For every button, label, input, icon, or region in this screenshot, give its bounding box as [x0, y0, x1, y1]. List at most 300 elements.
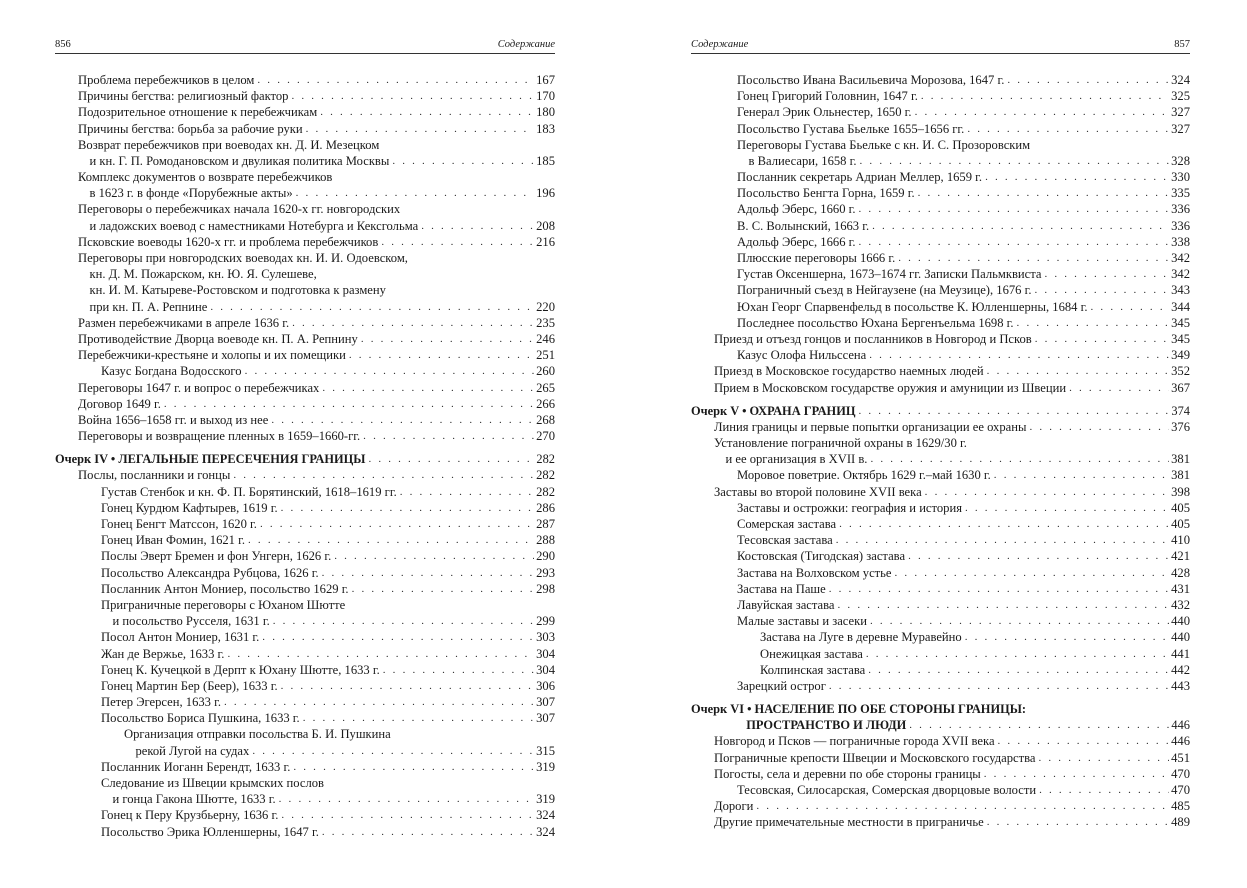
toc-entry-title: и гонца Гакона Шютте, 1633 г.	[112, 792, 276, 807]
dot-leader	[756, 798, 1169, 814]
dot-leader	[303, 710, 534, 726]
toc-entry	[691, 363, 1190, 379]
left-page	[0, 0, 623, 888]
toc-entry	[691, 202, 1190, 218]
toc-entry-title: Адольф Эберс, 1666 г.	[737, 234, 856, 249]
dot-leader	[866, 646, 1169, 662]
toc-entry-page: 343	[1171, 283, 1190, 298]
toc-entry-title: Погосты, села и деревни по обе стороны границы	[714, 766, 981, 781]
toc-entry-title: Тесовская застава	[737, 533, 833, 548]
toc-entry-page: 328	[1171, 153, 1190, 168]
toc-entry-title: Приграничные переговоры с Юханом Шютте	[101, 597, 346, 612]
toc-entry-title: Очерк VI • НАСЕЛЕНИЕ ПО ОБЕ СТОРОНЫ ГРАНИЦЫ:	[691, 702, 1027, 717]
toc-entry-page: 270	[536, 429, 555, 444]
toc-entry-page: 325	[1171, 89, 1190, 104]
toc-entry	[55, 500, 555, 516]
toc-entry	[55, 380, 555, 396]
dot-leader	[1044, 266, 1169, 282]
toc-entry-title: Моровое поветрие. Октябрь 1629 г.–май 1630 г.	[737, 468, 991, 483]
dot-leader	[870, 613, 1169, 629]
toc-entry-title: Пограничный съезд в Нейгаузене (на Меузице), 1676 г.	[737, 283, 1032, 298]
toc-entry-title: Война 1656–1658 гг. и выход из нее	[78, 412, 269, 427]
dot-leader	[1029, 419, 1169, 435]
toc-entry	[55, 548, 555, 564]
toc-entry-page: 374	[1171, 403, 1190, 418]
toc-entry-title: и посольство Русселя, 1631 г.	[112, 614, 270, 629]
toc-entry-title: Посольство Бенгта Горна, 1659 г.	[737, 186, 915, 201]
toc-entry-title: Организация отправки посольства Б. И. Пушкина	[124, 727, 391, 742]
dot-leader	[925, 484, 1169, 500]
toc-entry-page: 381	[1171, 452, 1190, 467]
toc-entry-title: Густав Оксеншерна, 1673–1674 гг. Записки Пальмквиста	[737, 267, 1042, 282]
table-of-contents	[691, 72, 1190, 831]
dot-leader	[210, 299, 534, 315]
dot-leader	[320, 104, 534, 120]
toc-entry-page: 235	[536, 315, 555, 330]
toc-entry-title: Посольство Александра Рубцова, 1626 г.	[101, 565, 319, 580]
toc-entry-title: кн. И. М. Катыреве-Ростовском и подготовка к размену	[89, 283, 386, 298]
toc-entry-page: 345	[1171, 331, 1190, 346]
toc-entry	[691, 104, 1190, 120]
toc-entry-title: Посольство Эрика Юлленшерны, 1647 г.	[101, 824, 319, 839]
toc-entry-page: 485	[1171, 799, 1190, 814]
toc-entry	[55, 532, 555, 548]
toc-entry-title: Пограничные крепости Швеции и Московского государства	[714, 750, 1036, 765]
dot-leader	[252, 743, 534, 759]
toc-entry	[55, 169, 555, 185]
toc-entry-title: Гонец Курдюм Кафтырев, 1619 г.	[101, 500, 278, 515]
toc-entry	[55, 759, 555, 775]
toc-entry-page: 268	[536, 412, 555, 427]
toc-entry	[55, 613, 555, 629]
toc-entry-page: 282	[536, 468, 555, 483]
dot-leader	[392, 153, 534, 169]
toc-entry-page: 307	[536, 695, 555, 710]
toc-entry-page: 431	[1171, 581, 1190, 596]
toc-entry-title: Гонец Григорий Головнин, 1647 г.	[737, 89, 918, 104]
dot-leader	[1035, 331, 1169, 347]
toc-entry-page: 306	[536, 678, 555, 693]
toc-entry	[691, 250, 1190, 266]
toc-entry-page: 315	[536, 743, 555, 758]
toc-entry	[691, 484, 1190, 500]
toc-entry-title: Послы Эверт Бремен и фон Унгерн, 1626 г.	[101, 549, 332, 564]
dot-leader	[383, 662, 534, 678]
toc-entry-title: Проблема перебежчиков в целом	[78, 72, 255, 87]
toc-entry	[691, 72, 1190, 88]
toc-entry	[55, 363, 555, 379]
toc-entry-page: 298	[536, 581, 555, 596]
toc-entry-page: 405	[1171, 517, 1190, 532]
dot-leader	[273, 613, 534, 629]
toc-entry	[55, 468, 555, 484]
toc-entry-page: 260	[536, 364, 555, 379]
toc-entry-page: 196	[536, 186, 555, 201]
dot-leader	[836, 532, 1169, 548]
dot-leader	[909, 717, 1169, 733]
dot-leader	[869, 347, 1169, 363]
dot-leader	[967, 121, 1169, 137]
toc-entry	[55, 581, 555, 597]
toc-entry-title: Дороги	[714, 799, 754, 814]
toc-entry-title: ПРОСТРАНСТВО И ЛЮДИ	[746, 718, 907, 733]
toc-entry-page: 428	[1171, 565, 1190, 580]
dot-leader	[838, 597, 1170, 613]
dot-leader	[987, 814, 1169, 830]
dot-leader	[859, 201, 1170, 217]
toc-entry-title: Последнее посольство Юхана Бергенъельма 1698 г.	[737, 315, 1014, 330]
dot-leader	[860, 153, 1170, 169]
toc-entry-page: 442	[1171, 662, 1190, 677]
toc-entry-title: Плюсские переговоры 1666 г.	[737, 251, 896, 266]
toc-entry-page: 220	[536, 299, 555, 314]
toc-entry	[691, 548, 1190, 564]
toc-entry-title: и кн. Г. П. Ромодановском и двуликая политика Москвы	[89, 153, 390, 168]
toc-entry-page: 293	[536, 565, 555, 580]
toc-entry	[55, 88, 555, 104]
toc-entry-page: 470	[1171, 766, 1190, 781]
toc-entry-title: Переговоры при новгородских воеводах кн. И. И. Одоевском,	[78, 251, 408, 266]
toc-entry-page: 246	[536, 331, 555, 346]
toc-entry	[691, 613, 1190, 629]
toc-entry-title: Адольф Эберс, 1660 г.	[737, 202, 856, 217]
toc-entry-title: Причины бегства: религиозный фактор	[78, 89, 289, 104]
toc-entry-title: Гонец Мартин Бер (Беер), 1633 г.	[101, 678, 278, 693]
toc-entry-title: Онежицкая застава	[760, 646, 863, 661]
toc-entry-title: и ее организация в XVII в.	[725, 452, 868, 467]
toc-entry-page: 342	[1171, 251, 1190, 266]
page-number: 857	[1174, 39, 1190, 50]
toc-entry	[691, 646, 1190, 662]
toc-entry-title: Переговоры о перебежчиках начала 1620-х гг. новгородских	[78, 202, 401, 217]
dot-leader	[164, 396, 534, 412]
toc-entry	[55, 727, 555, 743]
toc-entry	[691, 153, 1190, 169]
dot-leader	[322, 380, 534, 396]
dot-leader	[898, 250, 1169, 266]
toc-entry	[55, 565, 555, 581]
toc-entry	[55, 185, 555, 201]
toc-entry	[55, 807, 555, 823]
toc-entry-title: Размен перебежчиками в апреле 1636 г.	[78, 315, 290, 330]
toc-entry	[55, 250, 555, 266]
toc-entry	[55, 629, 555, 645]
dot-leader	[858, 403, 1169, 419]
toc-entry-page: 446	[1171, 734, 1190, 749]
dot-leader	[872, 218, 1169, 234]
toc-entry-title: Прием в Московском государстве оружия и амуниции из Швеции	[714, 380, 1067, 395]
toc-entry-page: 338	[1171, 234, 1190, 249]
chapter-heading	[55, 451, 555, 467]
toc-entry-title: рекой Лугой на судах	[135, 743, 250, 758]
toc-entry-page: 344	[1171, 299, 1190, 314]
toc-entry	[691, 662, 1190, 678]
toc-entry-title: Очерк IV • ЛЕГАЛЬНЫЕ ПЕРЕСЕЧЕНИЯ ГРАНИЦЫ	[55, 452, 366, 467]
toc-entry-title: Заставы и острожки: география и история	[737, 500, 962, 515]
toc-entry-title: Застава на Луге в деревне Муравейно	[760, 630, 962, 645]
dot-leader	[245, 363, 535, 379]
toc-entry-title: Установление пограничной охраны в 1629/30 г.	[714, 436, 967, 451]
toc-entry	[691, 565, 1190, 581]
dot-leader	[1091, 299, 1170, 315]
toc-entry-page: 352	[1171, 364, 1190, 379]
toc-entry-page: 265	[536, 380, 555, 395]
dot-leader	[262, 629, 534, 645]
toc-entry-page: 367	[1171, 380, 1190, 395]
running-title: Содержание	[691, 39, 749, 50]
toc-entry-title: Гонец к Перу Крузбьерну, 1636 г.	[101, 808, 279, 823]
toc-entry-title: при кн. П. А. Репнине	[89, 299, 208, 314]
dot-leader	[918, 185, 1170, 201]
dot-leader	[306, 121, 534, 137]
toc-entry-page: 410	[1171, 533, 1190, 548]
toc-entry-page: 307	[536, 711, 555, 726]
toc-entry	[691, 500, 1190, 516]
toc-entry	[691, 516, 1190, 532]
toc-entry-page: 405	[1171, 500, 1190, 515]
dot-leader	[322, 824, 534, 840]
toc-entry-page: 266	[536, 396, 555, 411]
toc-entry-title: Послы, посланники и гонцы	[78, 468, 231, 483]
dot-leader	[839, 516, 1169, 532]
toc-entry	[55, 266, 555, 282]
toc-entry	[55, 121, 555, 137]
toc-entry-title: Костовская (Тигодская) застава	[737, 549, 906, 564]
toc-entry-page: 288	[536, 533, 555, 548]
dot-leader	[224, 694, 534, 710]
dot-leader	[829, 678, 1169, 694]
toc-entry-title: Заставы во второй половине XVII века	[714, 484, 922, 499]
toc-entry-title: Тесовская, Силосарская, Сомерская дворцовые волости	[737, 783, 1037, 798]
toc-entry	[55, 646, 555, 662]
table-of-contents	[55, 72, 555, 840]
toc-entry	[55, 678, 555, 694]
toc-entry-title: В. С. Волынский, 1663 г.	[737, 218, 870, 233]
dot-leader	[868, 662, 1169, 678]
toc-entry-page: 319	[536, 792, 555, 807]
toc-entry	[691, 782, 1190, 798]
dot-leader	[998, 733, 1170, 749]
toc-entry-page: 345	[1171, 315, 1190, 330]
dot-leader	[296, 185, 534, 201]
dot-leader	[334, 548, 534, 564]
toc-entry-page: 440	[1171, 630, 1190, 645]
toc-entry-page: 398	[1171, 484, 1190, 499]
toc-entry	[691, 581, 1190, 597]
chapter-heading	[691, 701, 1190, 717]
toc-entry-title: Гонец К. Кучецкой в Дерпт к Юхану Шютте, 1633 г.	[101, 662, 380, 677]
toc-entry	[55, 202, 555, 218]
toc-entry	[691, 234, 1190, 250]
toc-entry-page: 167	[536, 72, 555, 87]
page-header	[55, 35, 555, 54]
toc-entry	[691, 266, 1190, 282]
toc-entry-title: Сомерская застава	[737, 517, 837, 532]
toc-entry-title: Переговоры 1647 г. и вопрос о перебежчиках	[78, 380, 320, 395]
toc-entry	[691, 169, 1190, 185]
toc-entry	[55, 791, 555, 807]
toc-entry-page: 432	[1171, 597, 1190, 612]
toc-entry	[55, 299, 555, 315]
toc-entry-title: Подозрительное отношение к перебежчикам	[78, 105, 318, 120]
toc-entry-title: Новгород и Псков — пограничные города XVII века	[714, 734, 995, 749]
toc-entry-page: 180	[536, 105, 555, 120]
toc-entry-title: Гонец Бенгт Матссон, 1620 г.	[101, 517, 257, 532]
dot-leader	[293, 759, 534, 775]
dot-leader	[281, 807, 534, 823]
dot-leader	[233, 467, 534, 483]
dot-leader	[1069, 380, 1169, 396]
dot-leader	[915, 104, 1170, 120]
toc-entry-page: 381	[1171, 468, 1190, 483]
toc-entry-title: Зарецкий острог	[737, 678, 826, 693]
toc-entry	[55, 331, 555, 347]
toc-entry-page: 440	[1171, 614, 1190, 629]
dot-leader	[895, 565, 1170, 581]
toc-entry	[55, 347, 555, 363]
dot-leader	[1039, 750, 1170, 766]
toc-entry-page: 216	[536, 234, 555, 249]
toc-entry	[691, 629, 1190, 645]
dot-leader	[248, 532, 534, 548]
dot-leader	[984, 766, 1169, 782]
toc-entry-page: 208	[536, 218, 555, 233]
toc-entry	[691, 468, 1190, 484]
toc-entry	[55, 694, 555, 710]
toc-entry	[691, 419, 1190, 435]
dot-leader	[829, 581, 1169, 597]
toc-entry	[55, 824, 555, 840]
toc-entry-page: 290	[536, 549, 555, 564]
toc-entry-title: Переговоры Густава Бьельке с кн. И. С. Прозоровским	[737, 137, 1031, 152]
toc-entry-title: Переговоры и возвращение пленных в 1659–1660-гг.	[78, 429, 361, 444]
toc-entry-title: в Валиесари, 1658 г.	[748, 153, 857, 168]
toc-entry	[55, 428, 555, 444]
toc-entry-title: Застава на Волховском устье	[737, 565, 892, 580]
toc-entry-page: 451	[1171, 750, 1190, 765]
toc-entry	[55, 662, 555, 678]
toc-entry	[691, 532, 1190, 548]
dot-leader	[349, 347, 534, 363]
toc-entry-page: 446	[1171, 718, 1190, 733]
toc-entry	[691, 299, 1190, 315]
toc-entry	[55, 516, 555, 532]
toc-entry-page: 304	[536, 646, 555, 661]
toc-entry	[691, 734, 1190, 750]
toc-entry-page: 349	[1171, 348, 1190, 363]
dot-leader	[400, 484, 534, 500]
toc-entry-title: Посланник Иоганн Берендт, 1633 г.	[101, 759, 291, 774]
dot-leader	[994, 467, 1169, 483]
toc-entry-page: 324	[536, 808, 555, 823]
toc-entry	[55, 743, 555, 759]
toc-entry-title: Лавуйская застава	[737, 597, 835, 612]
toc-entry-page: 336	[1171, 218, 1190, 233]
toc-entry	[691, 282, 1190, 298]
dot-leader	[1007, 72, 1169, 88]
toc-entry-title: Очерк V • ОХРАНА ГРАНИЦ	[691, 403, 856, 418]
toc-entry	[55, 153, 555, 169]
toc-entry-title: Малые заставы и засеки	[737, 614, 867, 629]
toc-entry-title: Застава на Паше	[737, 581, 826, 596]
toc-entry-title: Посланник Антон Мониер, посольство 1629 г.	[101, 581, 349, 596]
toc-entry-title: и ладожских воевод с наместниками Нотебурга и Кексгольма	[89, 218, 419, 233]
toc-entry-title: Посланник секретарь Адриан Меллер, 1659 г.	[737, 170, 983, 185]
dot-leader	[381, 234, 534, 250]
toc-entry	[691, 678, 1190, 694]
toc-entry-page: 324	[536, 824, 555, 839]
toc-entry	[55, 484, 555, 500]
toc-entry-page: 342	[1171, 267, 1190, 282]
toc-entry	[691, 315, 1190, 331]
toc-entry-page: 330	[1171, 170, 1190, 185]
dot-leader	[987, 363, 1169, 379]
toc-entry-title: Посол Антон Мониер, 1631 г.	[101, 630, 260, 645]
toc-entry-title: в 1623 г. в фонде «Порубежные акты»	[89, 186, 293, 201]
toc-entry-title: Линия границы и первые попытки организации ее охраны	[714, 419, 1027, 434]
toc-entry	[691, 380, 1190, 396]
dot-leader	[281, 500, 534, 516]
toc-entry-title: Казус Олофа Нильссена	[737, 348, 867, 363]
dot-leader	[281, 678, 534, 694]
toc-entry-title: Следование из Швеции крымских послов	[101, 776, 325, 791]
toc-entry	[691, 597, 1190, 613]
toc-entry	[691, 88, 1190, 104]
dot-leader	[1017, 315, 1170, 331]
toc-entry	[55, 396, 555, 412]
toc-entry-title: Посольство Густава Бьельке 1655–1656 гг.	[737, 121, 965, 136]
toc-entry	[55, 597, 555, 613]
toc-entry-page: 443	[1171, 678, 1190, 693]
running-title: Содержание	[497, 39, 555, 50]
toc-entry	[691, 451, 1190, 467]
toc-entry-title: Густав Стенбок и кн. Ф. П. Борятинский, 1618–1619 гг.	[101, 484, 397, 499]
toc-entry-page: 376	[1171, 419, 1190, 434]
toc-entry-page: 299	[536, 614, 555, 629]
toc-entry-title: Договор 1649 г.	[78, 396, 161, 411]
toc-entry-page: 421	[1171, 549, 1190, 564]
toc-entry-title: Посольство Бориса Пушкина, 1633 г.	[101, 711, 300, 726]
dot-leader	[1039, 782, 1169, 798]
toc-entry	[55, 412, 555, 428]
toc-entry	[691, 766, 1190, 782]
dot-leader	[322, 565, 534, 581]
toc-entry-title: Приезд в Московское государство наемных людей	[714, 364, 984, 379]
toc-entry-page: 286	[536, 500, 555, 515]
toc-entry	[55, 234, 555, 250]
toc-entry	[691, 750, 1190, 766]
dot-leader	[421, 218, 534, 234]
toc-entry-page: 327	[1171, 105, 1190, 120]
toc-entry-title: Посольство Ивана Васильевича Морозова, 1647 г.	[737, 72, 1005, 87]
toc-entry	[691, 185, 1190, 201]
toc-entry	[691, 435, 1190, 451]
dot-leader	[368, 451, 534, 467]
toc-entry	[691, 347, 1190, 363]
chapter-heading	[691, 403, 1190, 419]
page-number: 856	[55, 39, 71, 50]
dot-leader	[965, 500, 1169, 516]
toc-entry-page: 335	[1171, 186, 1190, 201]
toc-entry-title: Приезд и отъезд гонцов и посланников в Новгород и Псков	[714, 331, 1032, 346]
toc-entry-title: Комплекс документов о возврате перебежчиков	[78, 170, 333, 185]
dot-leader	[227, 646, 534, 662]
toc-entry	[55, 282, 555, 298]
toc-entry-title: Противодействие Дворца воеводе кн. П. А. Репнину	[78, 331, 358, 346]
toc-entry-title: Жан де Вержье, 1633 г.	[101, 646, 225, 661]
dot-leader	[352, 581, 535, 597]
dot-leader	[1035, 282, 1170, 298]
